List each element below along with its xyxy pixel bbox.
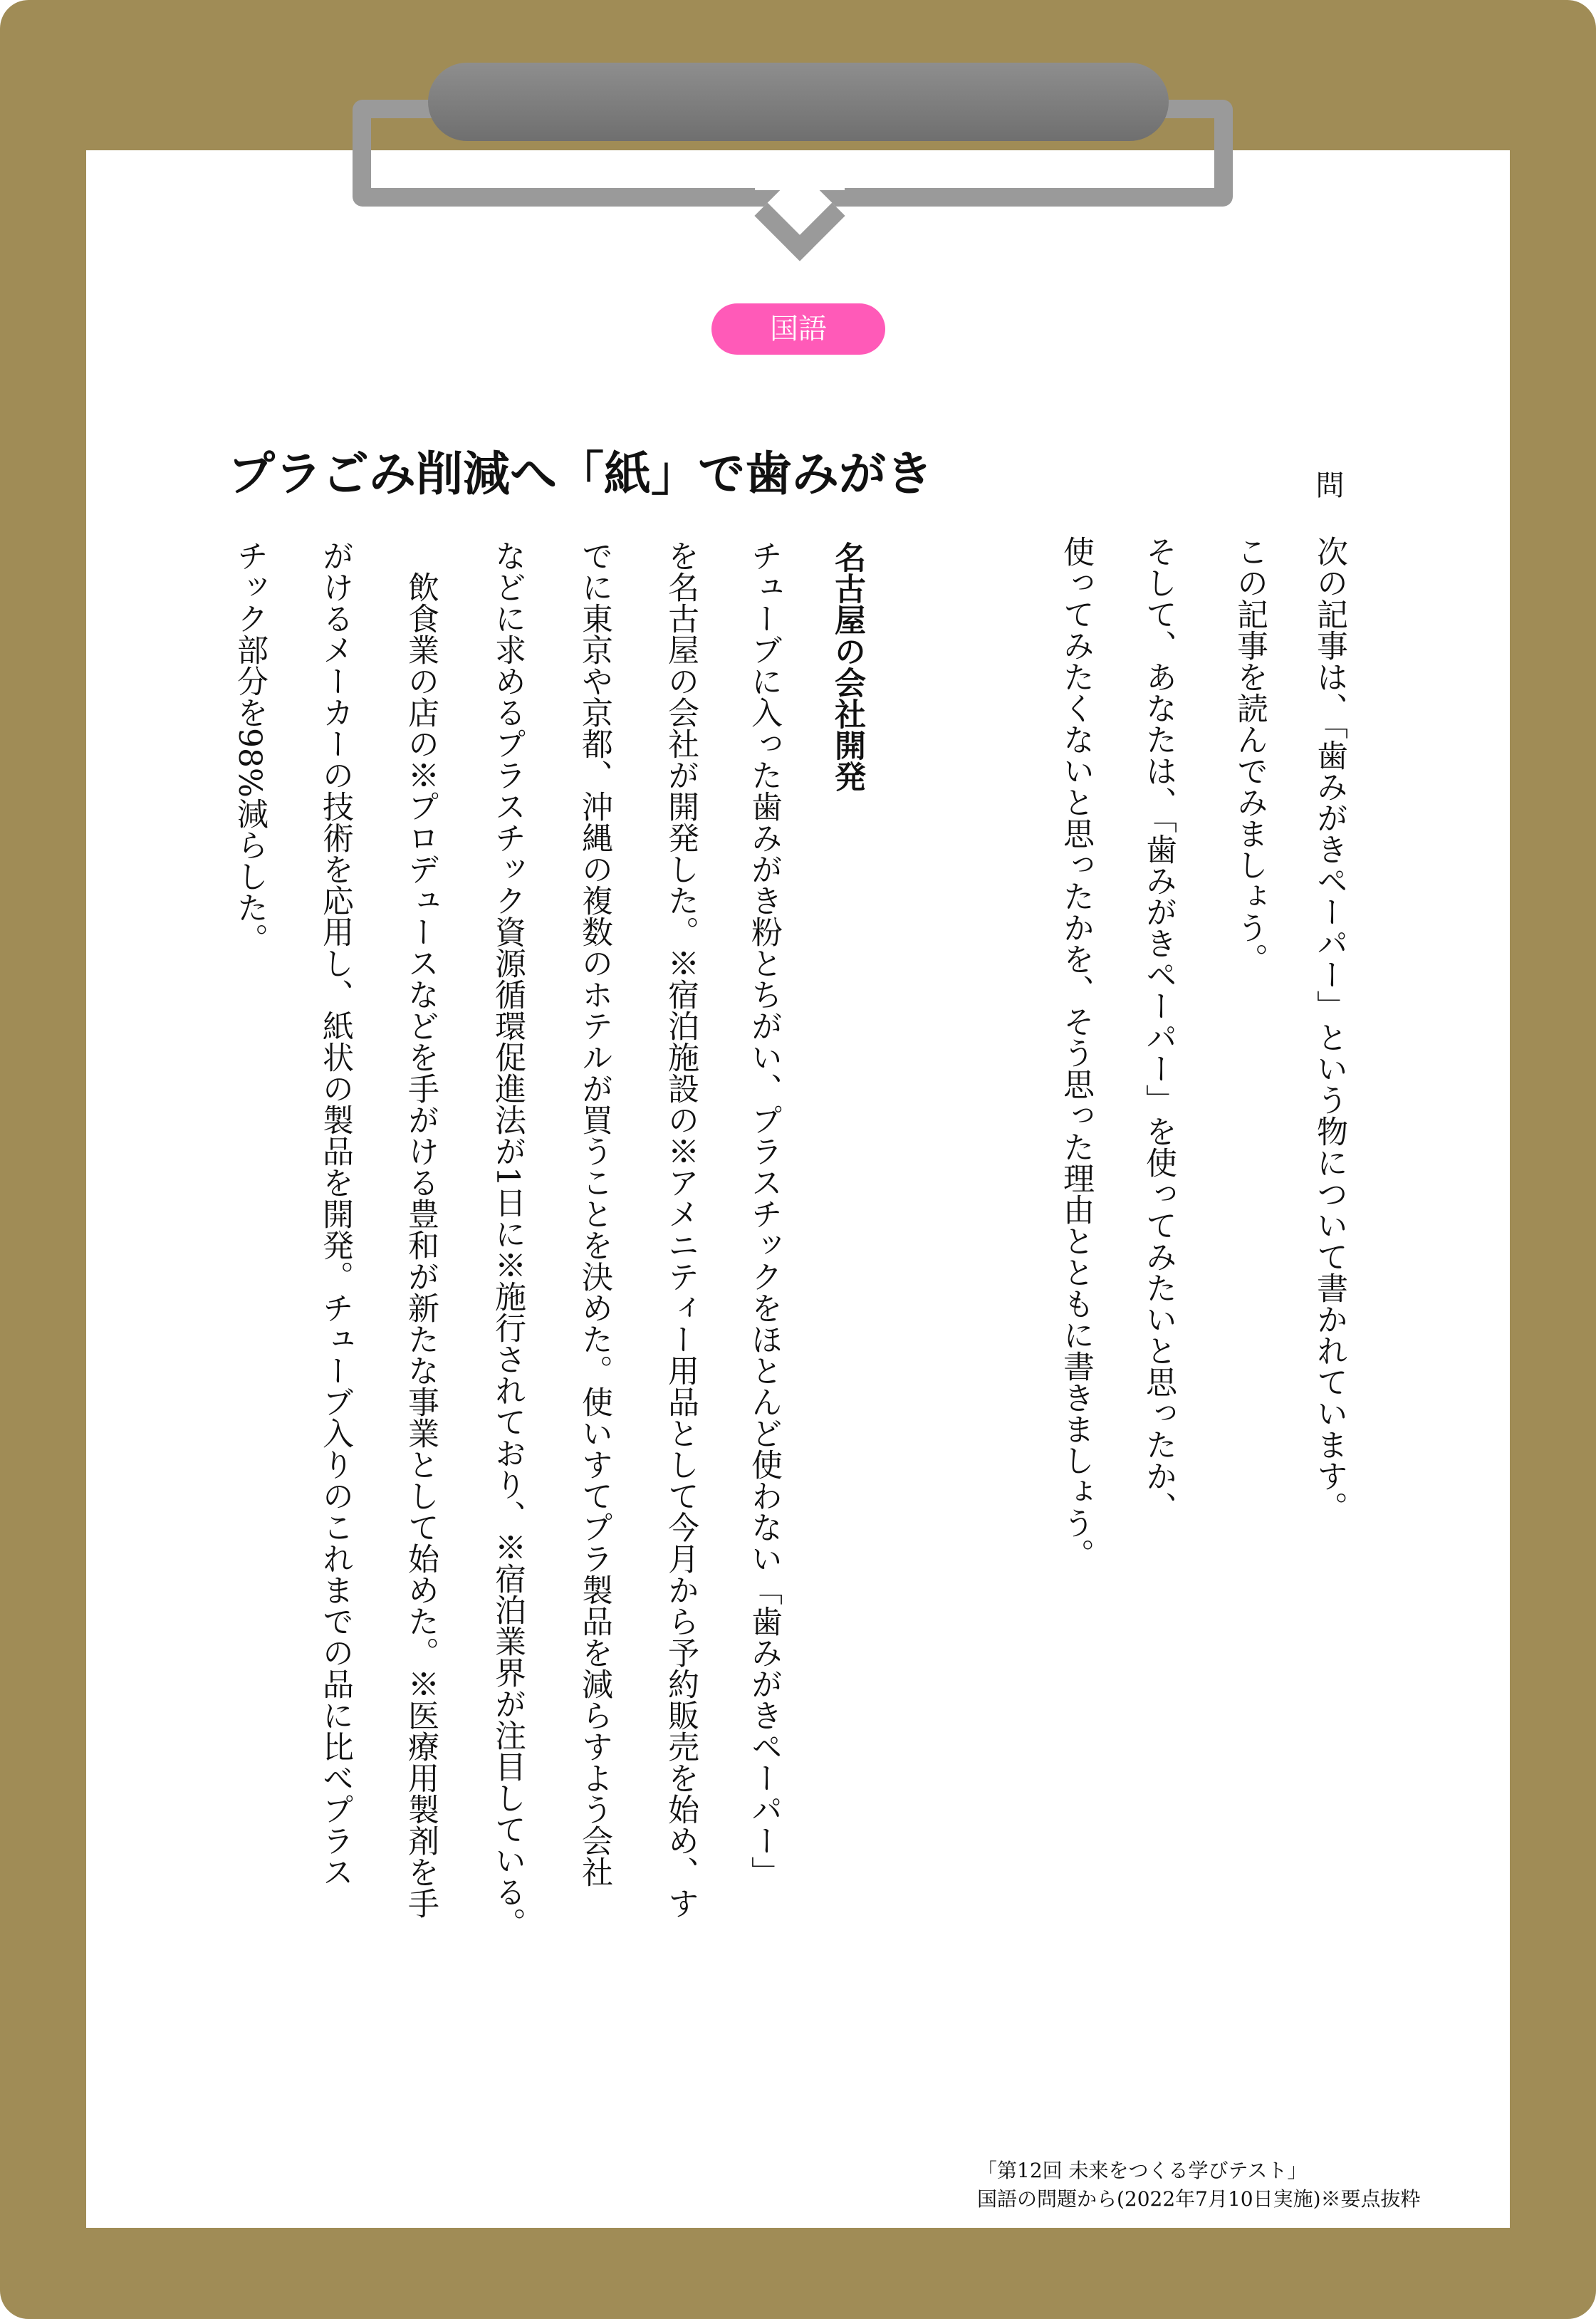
source-note [977, 2157, 1504, 2214]
article-line-1: チューブに入った歯みがき粉とちがい、プラスチックをほとんど使わない「歯みがきペーパー」 [746, 540, 782, 1887]
article-line-7: チック部分を98%減らした。 [231, 540, 268, 954]
clip-bar [428, 63, 1169, 141]
question-line-4: 使ってみたくないと思ったかを、そう思った理由とともに書きましょう。 [1058, 536, 1094, 1570]
article-heading: 名古屋の会社開発 [829, 541, 865, 792]
subject-badge: 国語 [711, 303, 885, 355]
source-line-1: 「第12回 未来をつくる学びテスト」 [977, 2159, 1308, 2182]
article-line-2: を名古屋の会社が開発した。※宿泊施設の※アメニティー用品として今月から予約販売を始め、す [662, 540, 699, 1919]
question-line-3: そして、あなたは、「歯みがきペーパー」を使ってみたいと思ったか、 [1140, 536, 1177, 1523]
question-label: 問 [1311, 470, 1344, 499]
article-line-5: 飲食業の店の※プロデュースなどを手がける豊和が新たな事業として始めた。※医療用製剤を手 [402, 540, 439, 1919]
article-line-6: がけるメーカーの技術を応用し、紙状の製品を開発。チューブ入りのこれまでの品に比べプラス [317, 540, 353, 1887]
article-line-3: でに東京や京都、沖縄の複数のホテルが買うことを決めた。使いすてプラ製品を減らすよう会社 [576, 540, 612, 1887]
source-line-2: 国語の問題から(2022年7月10日実施)※要点抜粋 [977, 2187, 1421, 2211]
question-line-2: この記事を読んでみましょう。 [1231, 536, 1268, 974]
article-title: プラごみ削減へ「紙」で歯みがき [228, 446, 933, 501]
article-line-4: などに求めるプラスチック資源循環促進法が1日に※施行されており、※宿泊業界が注目している。 [489, 540, 526, 1939]
question-line-1: 次の記事は、「歯みがきペーパー」という物について書かれています。 [1311, 536, 1347, 1523]
